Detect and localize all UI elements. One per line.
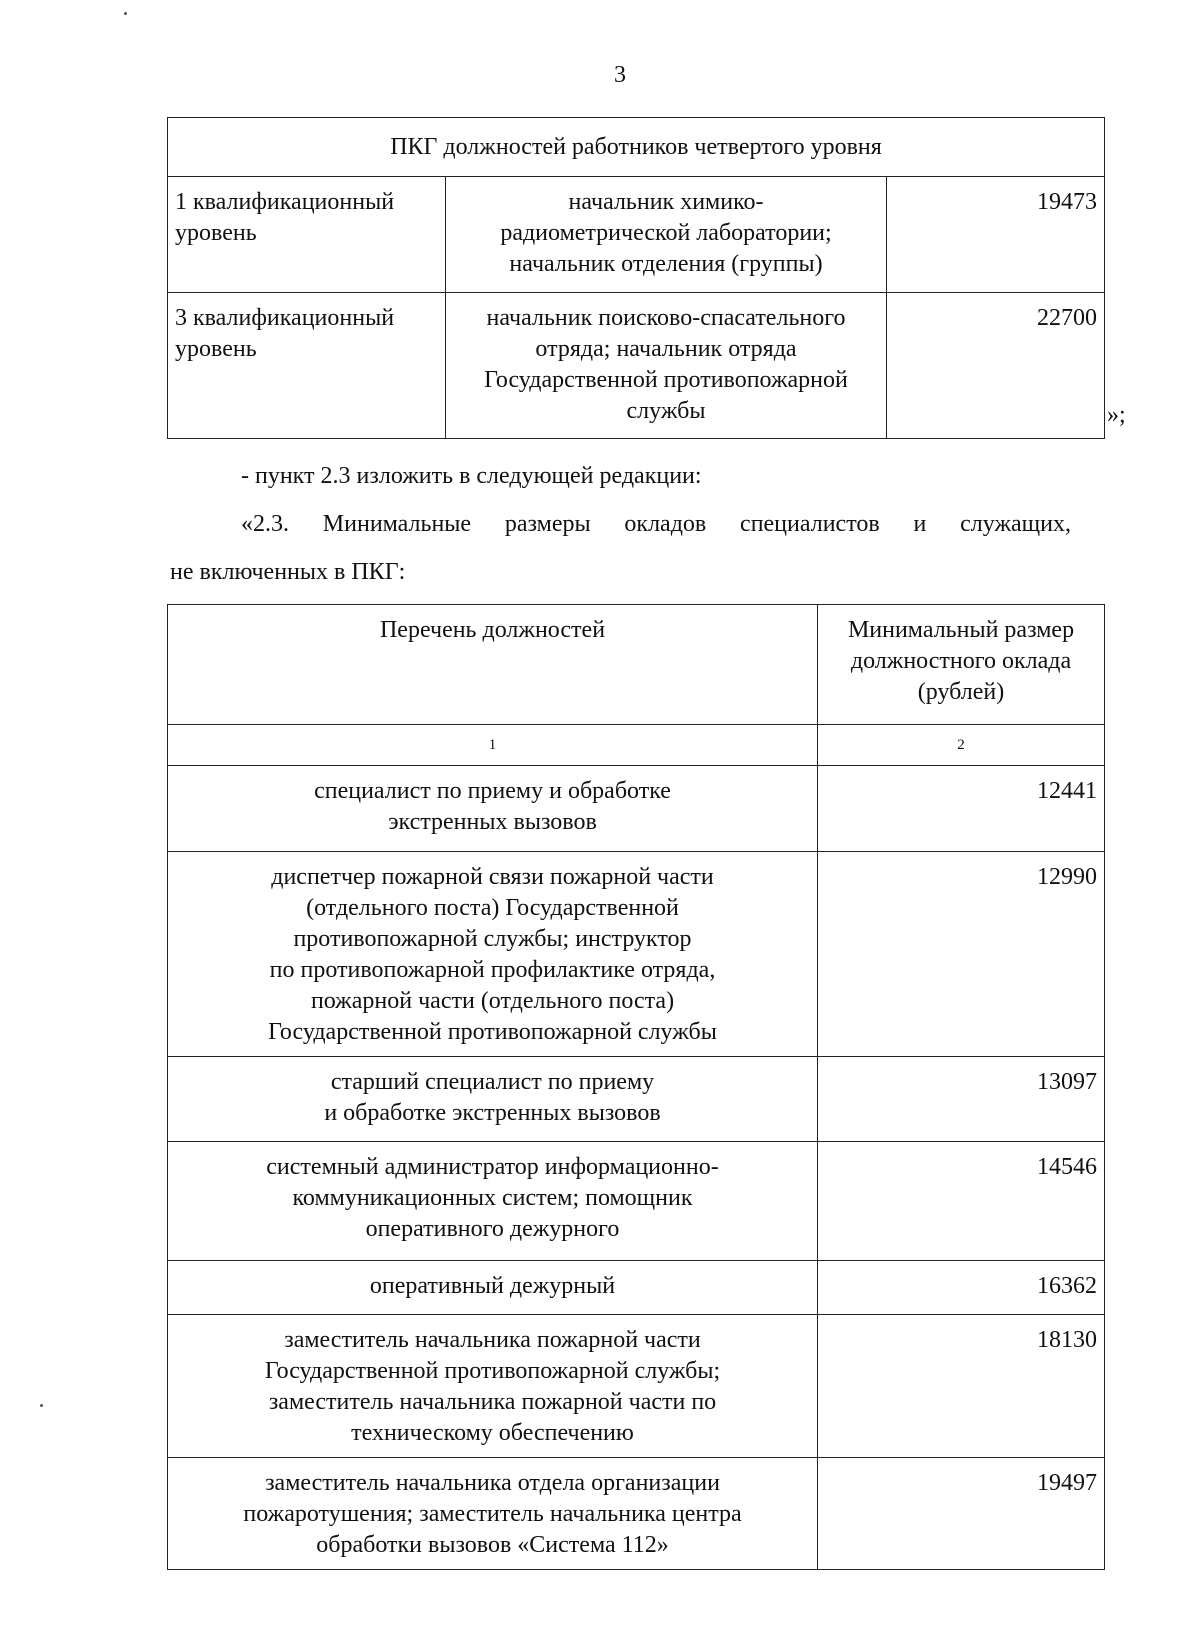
table-min-salaries	[167, 604, 1105, 1570]
salary-cell: 18130	[818, 1315, 1105, 1458]
closing-quote: »;	[1107, 402, 1126, 428]
table-row	[168, 852, 1105, 1057]
scan-speck	[124, 12, 127, 15]
position-cell	[168, 1315, 818, 1458]
page-number: 3	[614, 62, 626, 88]
position-cell	[168, 852, 818, 1057]
position-line: начальник химико-	[568, 189, 764, 215]
table-header: ПКГ должностей работников четвертого уровня	[168, 118, 1105, 177]
level-cell: 3 квалификационный уровень	[168, 293, 446, 439]
table-row	[168, 1057, 1105, 1142]
position-line: и обработке экстренных вызовов	[324, 1100, 661, 1126]
column-number-row	[168, 725, 1105, 766]
position-cell	[168, 1142, 818, 1261]
position-line: по противопожарной профилактике отряда,	[269, 957, 716, 983]
position-line: начальник поисково-спасательного	[486, 305, 846, 331]
position-line: оперативный дежурный	[369, 1273, 616, 1299]
column-number: 1	[168, 725, 818, 766]
position-line: службы	[626, 398, 706, 424]
position-cell	[168, 766, 818, 852]
position-line: заместитель начальника отдела организации	[265, 1470, 720, 1496]
position-line: коммуникационных систем; помощник	[292, 1185, 693, 1211]
position-line: обработки вызовов «Система 112»	[316, 1532, 669, 1558]
table-row	[168, 1315, 1105, 1458]
scan-speck	[40, 1404, 43, 1407]
position-line: Государственной противопожарной	[484, 367, 848, 393]
table-row	[168, 766, 1105, 852]
position-line: старший специалист по приему	[330, 1069, 655, 1095]
position-line: (отдельного поста) Государственной	[306, 895, 679, 921]
position-line: пожарной части (отдельного поста)	[310, 988, 675, 1014]
position-line: оперативного дежурного	[365, 1216, 620, 1242]
position-cell	[168, 1057, 818, 1142]
position-line: Государственной противопожарной службы	[268, 1019, 717, 1045]
paragraph-clause-continuation: не включенных в ПКГ:	[170, 559, 406, 585]
position-line: специалист по приему и обработке	[314, 778, 671, 804]
position-line: диспетчер пожарной связи пожарной части	[271, 864, 714, 890]
paragraph-amendment: - пункт 2.3 изложить в следующей редакции:	[241, 463, 702, 489]
position-line: заместитель начальника пожарной части по	[268, 1389, 717, 1415]
table-pkg-level4	[167, 117, 1105, 439]
salary-cell: 13097	[818, 1057, 1105, 1142]
table-header-row	[168, 118, 1105, 177]
salary-cell: 12441	[818, 766, 1105, 852]
column-header-salary	[818, 605, 1105, 725]
header-line: (рублей)	[917, 679, 1005, 705]
column-header-positions: Перечень должностей	[168, 605, 818, 725]
salary-cell: 19497	[818, 1458, 1105, 1570]
position-line: отряда; начальник отряда	[535, 336, 797, 362]
paragraph-clause-title: «2.3. Минимальные размеры окладов специалистов и служащих,	[241, 511, 1071, 537]
position-line: Государственной противопожарной службы;	[264, 1358, 721, 1384]
table-row	[168, 293, 1105, 439]
table-row	[168, 1458, 1105, 1570]
header-line: Минимальный размер	[847, 617, 1075, 643]
position-line: противопожарной службы; инструктор	[293, 926, 692, 952]
position-line: техническому обеспечению	[351, 1420, 634, 1446]
positions-cell	[446, 293, 887, 439]
position-line: радиометрической лаборатории;	[500, 220, 832, 246]
position-line: системный администратор информационно-	[266, 1154, 719, 1180]
position-line: заместитель начальника пожарной части	[284, 1327, 701, 1353]
header-line: должностного оклада	[850, 648, 1072, 674]
positions-cell	[446, 177, 887, 293]
position-line: экстренных вызовов	[388, 809, 597, 835]
salary-cell: 16362	[818, 1261, 1105, 1315]
salary-cell: 22700	[887, 293, 1105, 439]
table-row	[168, 1142, 1105, 1261]
position-line: пожаротушения; заместитель начальника центра	[243, 1501, 742, 1527]
position-cell	[168, 1261, 818, 1315]
table-row	[168, 177, 1105, 293]
position-cell	[168, 1458, 818, 1570]
position-line: начальник отделения (группы)	[509, 251, 823, 277]
table-header-row	[168, 605, 1105, 725]
table-row	[168, 1261, 1105, 1315]
salary-cell: 19473	[887, 177, 1105, 293]
level-cell: 1 квалификационный уровень	[168, 177, 446, 293]
salary-cell: 12990	[818, 852, 1105, 1057]
salary-cell: 14546	[818, 1142, 1105, 1261]
column-number: 2	[818, 725, 1105, 766]
